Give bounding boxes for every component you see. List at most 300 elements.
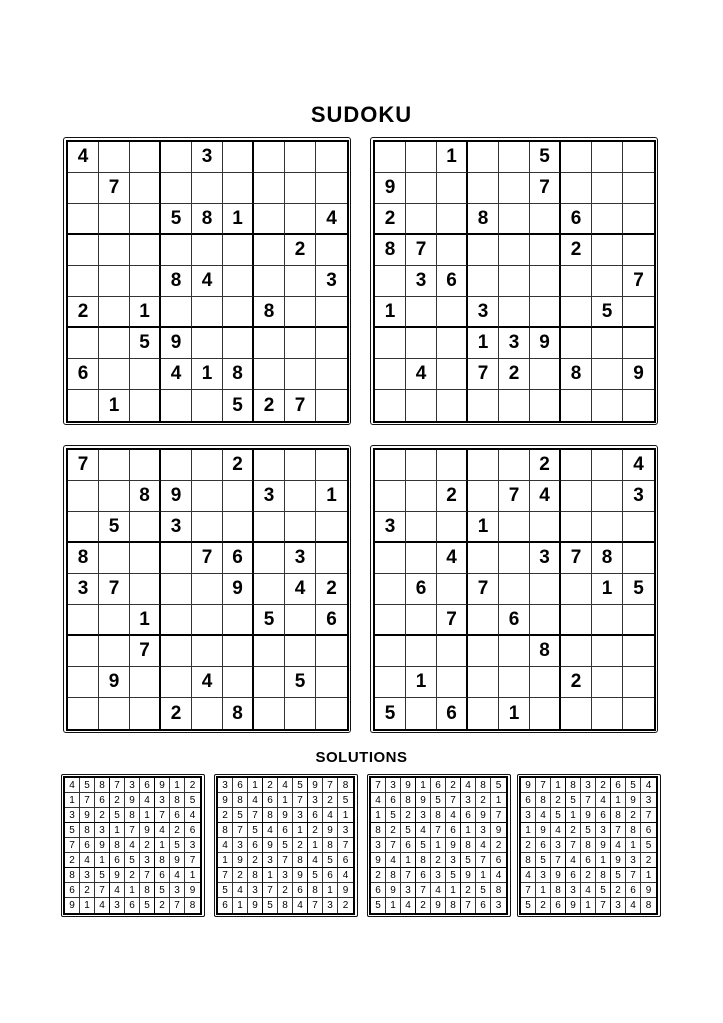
sudoku-cell <box>499 543 530 574</box>
solution-grid <box>519 776 658 915</box>
sudoku-cell: 2 <box>110 793 125 808</box>
sudoku-cell: 8 <box>491 883 506 898</box>
sudoku-cell: 1 <box>192 359 223 390</box>
sudoku-cell: 7 <box>491 808 506 823</box>
sudoku-cell: 7 <box>446 793 461 808</box>
sudoku-cell: 3 <box>316 266 347 297</box>
sudoku-cell: 9 <box>110 868 125 883</box>
sudoku-cell: 2 <box>254 390 285 421</box>
sudoku-cell <box>623 390 654 421</box>
sudoku-cell: 3 <box>248 883 263 898</box>
sudoku-cell <box>592 450 623 481</box>
sudoku-cell: 1 <box>401 853 416 868</box>
sudoku-cell: 2 <box>446 778 461 793</box>
sudoku-cell: 2 <box>561 667 592 698</box>
sudoku-cell <box>316 512 347 543</box>
sudoku-cell <box>561 636 592 667</box>
sudoku-cell <box>223 266 254 297</box>
sudoku-cell: 9 <box>65 898 80 913</box>
sudoku-cell <box>437 297 468 328</box>
sudoku-cell <box>406 390 437 421</box>
sudoku-cell: 5 <box>248 823 263 838</box>
sudoku-cell <box>499 450 530 481</box>
sudoku-cell: 4 <box>596 793 611 808</box>
sudoku-cell: 5 <box>278 838 293 853</box>
sudoku-cell <box>68 636 99 667</box>
sudoku-cell: 4 <box>192 266 223 297</box>
sudoku-cell: 1 <box>431 838 446 853</box>
sudoku-cell <box>623 667 654 698</box>
sudoku-cell: 7 <box>431 823 446 838</box>
sudoku-cell <box>192 605 223 636</box>
sudoku-cell <box>437 390 468 421</box>
sudoku-cell <box>285 359 316 390</box>
sudoku-cell <box>99 359 130 390</box>
sudoku-cell <box>192 512 223 543</box>
sudoku-cell: 8 <box>323 838 338 853</box>
sudoku-cell <box>623 297 654 328</box>
sudoku-cell <box>192 636 223 667</box>
sudoku-cell: 3 <box>68 574 99 605</box>
sudoku-cell: 4 <box>95 898 110 913</box>
sudoku-cell: 2 <box>185 778 200 793</box>
sudoku-cell: 6 <box>278 823 293 838</box>
sudoku-cell: 8 <box>254 297 285 328</box>
sudoku-cell: 3 <box>65 808 80 823</box>
sudoku-cell: 2 <box>80 883 95 898</box>
sudoku-cell <box>285 450 316 481</box>
sudoku-cell: 8 <box>446 898 461 913</box>
sudoku-cell <box>499 574 530 605</box>
sudoku-cell: 4 <box>285 574 316 605</box>
sudoku-cell <box>623 543 654 574</box>
sudoku-cell <box>406 173 437 204</box>
sudoku-cell: 9 <box>185 883 200 898</box>
sudoku-cell <box>68 173 99 204</box>
sudoku-cell <box>99 235 130 266</box>
sudoku-cell: 8 <box>386 868 401 883</box>
sudoku-cell: 2 <box>416 898 431 913</box>
sudoku-cell: 4 <box>248 793 263 808</box>
sudoku-cell <box>285 481 316 512</box>
sudoku-cell: 1 <box>551 778 566 793</box>
sudoku-cell: 8 <box>338 778 353 793</box>
sudoku-cell: 1 <box>581 898 596 913</box>
sudoku-cell <box>254 512 285 543</box>
sudoku-cell: 6 <box>248 838 263 853</box>
sudoku-cell: 8 <box>461 838 476 853</box>
sudoku-cell: 4 <box>581 883 596 898</box>
sudoku-cell: 2 <box>223 450 254 481</box>
sudoku-cell: 9 <box>530 328 561 359</box>
sudoku-cell: 2 <box>248 853 263 868</box>
sudoku-cell: 4 <box>308 853 323 868</box>
sudoku-cell: 1 <box>521 823 536 838</box>
sudoku-cell: 9 <box>611 853 626 868</box>
sudoku-cell: 2 <box>375 204 406 235</box>
sudoku-cell: 8 <box>80 823 95 838</box>
sudoku-cell: 6 <box>65 883 80 898</box>
sudoku-cell <box>254 543 285 574</box>
sudoku-cell: 6 <box>263 793 278 808</box>
sudoku-cell: 6 <box>491 853 506 868</box>
sudoku-cell: 7 <box>561 543 592 574</box>
sudoku-cell <box>406 297 437 328</box>
sudoku-cell: 9 <box>521 778 536 793</box>
sudoku-cell: 5 <box>125 853 140 868</box>
sudoku-cell: 1 <box>170 778 185 793</box>
sudoku-cell: 1 <box>491 793 506 808</box>
sudoku-cell: 8 <box>626 823 641 838</box>
sudoku-cell: 4 <box>461 778 476 793</box>
sudoku-cell: 9 <box>170 853 185 868</box>
sudoku-cell: 2 <box>561 235 592 266</box>
sudoku-cell: 7 <box>248 808 263 823</box>
sudoku-cell: 4 <box>316 204 347 235</box>
sudoku-cell <box>437 574 468 605</box>
sudoku-cell: 4 <box>641 778 656 793</box>
sudoku-cell: 8 <box>592 543 623 574</box>
sudoku-cell <box>254 359 285 390</box>
sudoku-cell <box>592 266 623 297</box>
sudoku-cell: 8 <box>130 481 161 512</box>
sudoku-cell: 7 <box>95 883 110 898</box>
sudoku-cell <box>468 667 499 698</box>
sudoku-cell: 5 <box>130 328 161 359</box>
sudoku-cell: 9 <box>263 838 278 853</box>
sudoku-cell <box>130 390 161 421</box>
sudoku-cell <box>499 235 530 266</box>
sudoku-cell <box>499 266 530 297</box>
sudoku-cell: 1 <box>223 204 254 235</box>
sudoku-cell: 6 <box>185 823 200 838</box>
sudoku-cell <box>623 142 654 173</box>
sudoku-cell <box>223 142 254 173</box>
sudoku-cell: 8 <box>155 853 170 868</box>
sudoku-cell: 2 <box>65 853 80 868</box>
sudoku-cell: 8 <box>170 793 185 808</box>
sudoku-cell: 8 <box>233 793 248 808</box>
sudoku-cell <box>68 328 99 359</box>
sudoku-cell: 8 <box>645 900 652 911</box>
sudoku-cell: 9 <box>218 793 233 808</box>
sudoku-cell: 8 <box>536 793 551 808</box>
sudoku-cell <box>161 543 192 574</box>
sudoku-cell <box>192 574 223 605</box>
sudoku-cell: 3 <box>218 778 233 793</box>
sudoku-cell: 1 <box>130 605 161 636</box>
sudoku-cell: 1 <box>437 142 468 173</box>
sudoku-cell <box>130 359 161 390</box>
sudoku-cell: 1 <box>278 793 293 808</box>
sudoku-cell: 8 <box>68 543 99 574</box>
sudoku-cell: 2 <box>536 898 551 913</box>
sudoku-cell <box>468 390 499 421</box>
sudoku-cell: 9 <box>155 778 170 793</box>
sudoku-cell: 8 <box>110 838 125 853</box>
sudoku-cell <box>99 605 130 636</box>
sudoku-cell: 3 <box>338 823 353 838</box>
sudoku-cell: 5 <box>110 808 125 823</box>
sudoku-cell <box>406 142 437 173</box>
sudoku-cell: 2 <box>125 868 140 883</box>
sudoku-cell <box>468 266 499 297</box>
sudoku-cell: 3 <box>623 481 654 512</box>
sudoku-cell: 5 <box>592 297 623 328</box>
sudoku-cell: 2 <box>170 823 185 838</box>
sudoku-cell <box>68 605 99 636</box>
sudoku-cell: 7 <box>611 823 626 838</box>
sudoku-cell: 7 <box>170 898 185 913</box>
sudoku-cell: 4 <box>293 898 308 913</box>
sudoku-cell <box>406 204 437 235</box>
sudoku-cell: 8 <box>551 883 566 898</box>
sudoku-cell <box>316 359 347 390</box>
sudoku-cell <box>254 667 285 698</box>
sudoku-cell: 6 <box>446 823 461 838</box>
sudoku-cell: 3 <box>530 543 561 574</box>
sudoku-cell <box>623 328 654 359</box>
sudoku-cell: 5 <box>293 778 308 793</box>
sudoku-cell: 4 <box>110 883 125 898</box>
sudoku-cell <box>161 297 192 328</box>
sudoku-cell <box>254 450 285 481</box>
sudoku-cell: 4 <box>626 898 641 913</box>
sudoku-cell: 7 <box>192 543 223 574</box>
sudoku-cell <box>99 450 130 481</box>
sudoku-cell: 1 <box>611 793 626 808</box>
sudoku-cell: 7 <box>278 853 293 868</box>
sudoku-cell <box>499 204 530 235</box>
sudoku-cell <box>437 328 468 359</box>
sudoku-cell: 7 <box>99 173 130 204</box>
sudoku-cell: 7 <box>371 778 386 793</box>
sudoku-cell: 3 <box>323 898 338 913</box>
sudoku-cell: 5 <box>323 853 338 868</box>
sudoku-cell: 1 <box>338 808 353 823</box>
sudoku-cell <box>161 142 192 173</box>
sudoku-cell: 2 <box>161 698 192 729</box>
sudoku-cell: 8 <box>192 204 223 235</box>
sudoku-cell <box>468 481 499 512</box>
sudoku-cell: 6 <box>626 883 641 898</box>
sudoku-cell <box>592 142 623 173</box>
sudoku-cell <box>592 667 623 698</box>
sudoku-cell: 9 <box>80 808 95 823</box>
sudoku-cell: 9 <box>308 778 323 793</box>
sudoku-cell: 2 <box>437 481 468 512</box>
sudoku-cell <box>561 328 592 359</box>
sudoku-cell: 7 <box>476 853 491 868</box>
sudoku-cell <box>130 142 161 173</box>
sudoku-cell: 1 <box>566 808 581 823</box>
sudoku-cell: 5 <box>536 853 551 868</box>
sudoku-cell: 8 <box>561 359 592 390</box>
sudoku-cell <box>530 204 561 235</box>
sudoku-cell: 5 <box>386 808 401 823</box>
sudoku-cell <box>499 667 530 698</box>
sudoku-grid <box>66 448 349 731</box>
sudoku-cell <box>254 698 285 729</box>
sudoku-cell: 6 <box>431 778 446 793</box>
sudoku-cell: 5 <box>491 778 506 793</box>
sudoku-cell: 9 <box>461 868 476 883</box>
sudoku-cell: 5 <box>140 898 155 913</box>
sudoku-cell <box>285 698 316 729</box>
sudoku-cell: 3 <box>596 823 611 838</box>
sudoku-cell <box>375 328 406 359</box>
sudoku-cell: 9 <box>125 793 140 808</box>
sudoku-cell <box>530 667 561 698</box>
sudoku-cell: 3 <box>468 297 499 328</box>
sudoku-cell: 7 <box>596 898 611 913</box>
sudoku-cell <box>130 450 161 481</box>
sudoku-cell: 8 <box>189 900 196 911</box>
sudoku-cell <box>285 173 316 204</box>
sudoku-cell <box>99 328 130 359</box>
sudoku-cell: 1 <box>185 868 200 883</box>
sudoku-cell: 9 <box>161 481 192 512</box>
sudoku-cell <box>375 574 406 605</box>
sudoku-cell <box>99 481 130 512</box>
sudoku-cell: 3 <box>401 883 416 898</box>
sudoku-cell: 8 <box>476 778 491 793</box>
sudoku-cell <box>223 667 254 698</box>
sudoku-cell: 1 <box>248 778 263 793</box>
sudoku-cell: 3 <box>416 808 431 823</box>
sudoku-cell: 3 <box>446 853 461 868</box>
sudoku-cell: 7 <box>581 793 596 808</box>
sudoku-cell: 9 <box>623 359 654 390</box>
sudoku-cell: 6 <box>218 898 233 913</box>
solution-grid <box>216 776 355 915</box>
sudoku-cell <box>530 297 561 328</box>
sudoku-cell: 9 <box>161 328 192 359</box>
sudoku-cell: 8 <box>416 853 431 868</box>
sudoku-cell <box>623 204 654 235</box>
sudoku-cell <box>161 235 192 266</box>
sudoku-cell: 2 <box>308 823 323 838</box>
sudoku-cell: 5 <box>530 142 561 173</box>
sudoku-cell: 1 <box>130 297 161 328</box>
sudoku-cell: 9 <box>375 173 406 204</box>
sudoku-cell: 5 <box>338 793 353 808</box>
sudoku-cell <box>254 142 285 173</box>
sudoku-cell <box>68 512 99 543</box>
sudoku-cell: 3 <box>431 868 446 883</box>
sudoku-cell <box>99 204 130 235</box>
sudoku-cell: 4 <box>551 823 566 838</box>
sudoku-cell <box>161 390 192 421</box>
sudoku-cell <box>499 173 530 204</box>
sudoku-cell <box>223 481 254 512</box>
sudoku-cell: 7 <box>285 390 316 421</box>
sudoku-cell <box>130 512 161 543</box>
sudoku-cell: 4 <box>566 853 581 868</box>
sudoku-cell: 1 <box>416 778 431 793</box>
sudoku-cell: 7 <box>401 868 416 883</box>
sudoku-cell: 8 <box>65 868 80 883</box>
sudoku-cell: 8 <box>371 823 386 838</box>
sudoku-cell: 9 <box>99 667 130 698</box>
sudoku-cell: 3 <box>386 778 401 793</box>
sudoku-cell: 5 <box>161 204 192 235</box>
solution-grid <box>369 776 508 915</box>
sudoku-cell <box>437 359 468 390</box>
sudoku-cell: 6 <box>308 808 323 823</box>
sudoku-cell: 2 <box>596 778 611 793</box>
sudoku-cell <box>130 667 161 698</box>
sudoku-cell: 1 <box>155 838 170 853</box>
sudoku-cell: 3 <box>375 512 406 543</box>
sudoku-cell: 6 <box>536 838 551 853</box>
sudoku-cell: 4 <box>233 883 248 898</box>
sudoku-cell <box>285 297 316 328</box>
sudoku-cell: 9 <box>140 823 155 838</box>
sudoku-cell <box>130 543 161 574</box>
sudoku-cell <box>375 390 406 421</box>
solution-grid <box>63 776 202 915</box>
sudoku-cell <box>99 636 130 667</box>
sudoku-cell: 4 <box>68 142 99 173</box>
sudoku-cell: 2 <box>581 868 596 883</box>
sudoku-cell <box>468 235 499 266</box>
sudoku-cell <box>192 173 223 204</box>
sudoku-cell: 5 <box>371 898 386 913</box>
sudoku-cell: 6 <box>551 898 566 913</box>
sudoku-cell: 4 <box>170 868 185 883</box>
sudoku-cell: 1 <box>499 698 530 729</box>
sudoku-cell <box>437 667 468 698</box>
sudoku-cell <box>468 636 499 667</box>
sudoku-cell: 8 <box>401 793 416 808</box>
sudoku-cell: 8 <box>95 778 110 793</box>
sudoku-cell <box>161 450 192 481</box>
sudoku-cell: 1 <box>461 823 476 838</box>
sudoku-cell <box>499 512 530 543</box>
sudoku-cell <box>192 481 223 512</box>
sudoku-cell: 2 <box>461 883 476 898</box>
sudoku-cell: 6 <box>293 883 308 898</box>
sudoku-cell: 7 <box>323 778 338 793</box>
sudoku-cell: 9 <box>596 838 611 853</box>
sudoku-cell: 2 <box>491 838 506 853</box>
sudoku-cell <box>285 204 316 235</box>
sudoku-cell: 4 <box>218 838 233 853</box>
sudoku-cell: 2 <box>218 808 233 823</box>
sudoku-cell <box>592 512 623 543</box>
sudoku-cell <box>592 698 623 729</box>
sudoku-cell: 6 <box>110 853 125 868</box>
sudoku-cell: 6 <box>80 838 95 853</box>
sudoku-cell: 7 <box>110 778 125 793</box>
sudoku-grid <box>66 140 349 423</box>
sudoku-cell <box>130 574 161 605</box>
sudoku-cell <box>254 235 285 266</box>
sudoku-cell <box>592 605 623 636</box>
sudoku-cell: 3 <box>536 868 551 883</box>
sudoku-cell: 4 <box>161 359 192 390</box>
sudoku-cell: 4 <box>185 808 200 823</box>
sudoku-cell: 9 <box>248 898 263 913</box>
sudoku-cell: 9 <box>401 778 416 793</box>
sudoku-cell: 5 <box>233 808 248 823</box>
sudoku-cell: 9 <box>386 883 401 898</box>
solutions-heading: SOLUTIONS <box>315 749 408 766</box>
sudoku-cell: 8 <box>431 808 446 823</box>
sudoku-cell <box>623 235 654 266</box>
sudoku-cell: 6 <box>155 868 170 883</box>
